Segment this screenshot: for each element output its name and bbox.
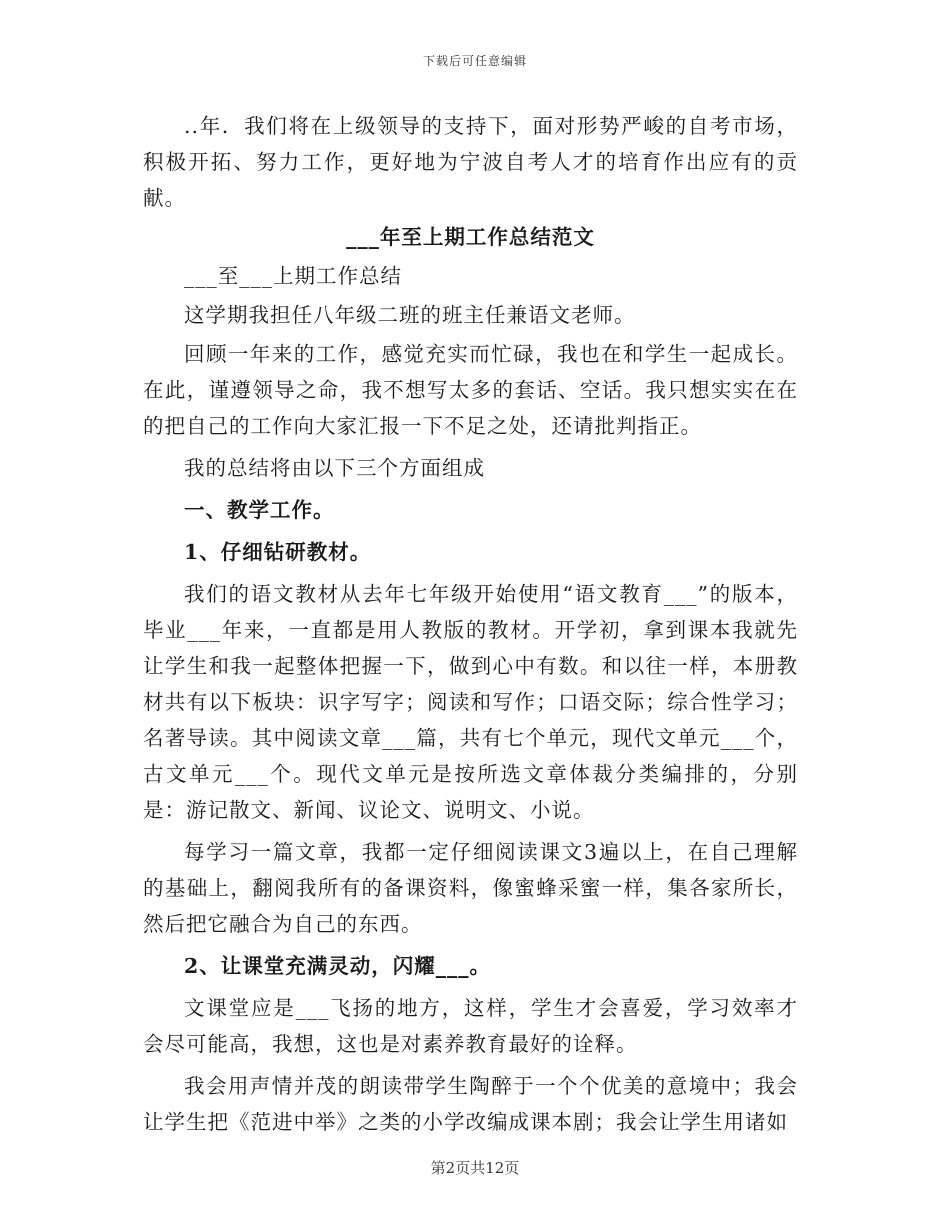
paragraph: 文课堂应是___飞扬的地方，这样，学生才会喜爱，学习效率才会尽可能高，我想，这也是对素养教育最好的诠释。 xyxy=(143,996,798,1056)
page-footer: 第2页共12页 xyxy=(430,1159,520,1177)
paragraph: 回顾一年来的工作，感觉充实而忙碌，我也在和学生一起成长。在此，谨遵领导之命，我不想写太多的套话、空话。我只想实实在在的把自己的工作向大家汇报一下不足之处，还请批判指正。 xyxy=(143,342,798,438)
page-content xyxy=(143,108,798,1140)
paragraph: ..年．我们将在上级领导的支持下，面对形势严峻的自考市场，积极开拓、努力工作，更好地为宁波自考人才的培育作出应有的贡献。 xyxy=(143,114,798,210)
paragraph: 我的总结将由以下三个方面组成 xyxy=(184,456,485,480)
section-heading: 1、仔细钻研教材。 xyxy=(184,540,372,564)
page-header: 下载后可任意编辑 xyxy=(422,54,527,68)
paragraph: 这学期我担任八年级二班的班主任兼语文老师。 xyxy=(184,303,636,327)
section-heading: 一、教学工作。 xyxy=(184,498,335,522)
paragraph: 每学习一篇文章，我都一定仔细阅读课文3遍以上，在自己理解的基础上，翻阅我所有的备课资料，像蜜蜂采蜜一样，集各家所长，然后把它融合为自己的东西。 xyxy=(143,840,798,936)
paragraph: ___至___上期工作总结 xyxy=(184,264,402,288)
paragraph: 我会用声情并茂的朗读带学生陶醉于一个个优美的意境中；我会让学生把《范进中举》之类的小学改编成课本剧；我会让学生用诸如 xyxy=(143,1074,798,1134)
paragraph: 我们的语文教材从去年七年级开始使用“语文教育___”的版本，毕业___年来，一直都是用人教版的教材。开学初，拿到课本我就先让学生和我一起整体把握一下，做到心中有数。和以往一样，本册教材共有以下板块：识字写字；阅读和写作；口语交际；综合性学习；名著导读。其中阅读文章___篇，共有七个单元，现代文单元___个，古文单元___个。现代文单元是按所选文章体裁分类编排的，分别是：游记散文、新闻、议论文、说明文、小说。 xyxy=(143,582,798,822)
section-heading: 2、让课堂充满灵动，闪耀___。 xyxy=(184,954,492,978)
section-title: ___年至上期工作总结范文 xyxy=(346,225,595,249)
